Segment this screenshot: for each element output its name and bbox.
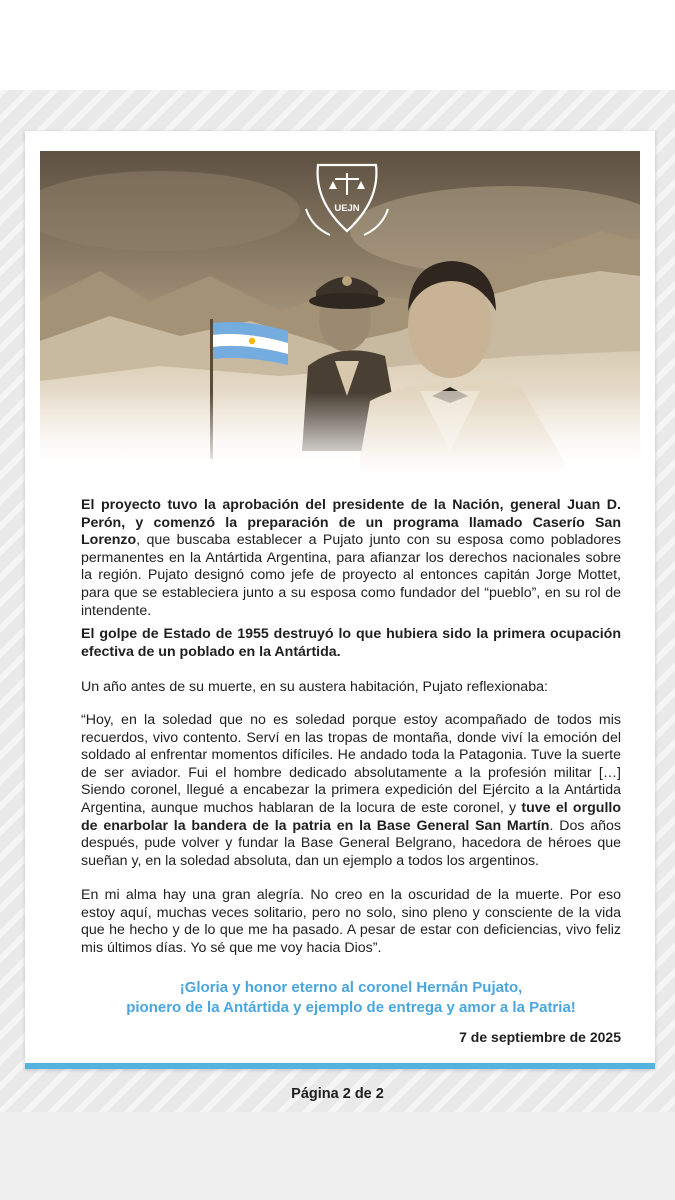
top-band: [0, 0, 675, 90]
document-page: [25, 131, 655, 1069]
document-date: 7 de septiembre de 2025: [459, 1029, 621, 1045]
paragraph-quote-end: En mi alma hay una gran alegría. No creo en la oscuridad de la muerte. Por eso estoy aquí, muchas veces solitario, pero no solo, sino pleno y consciente de la vida que he hecho y de lo que me ha pasado. A pesar de estar con deficiencias, vivo feliz mis últimos días. Yo sé que me voy hacia Dios”.: [81, 887, 621, 956]
page-number: Página 2 de 2: [291, 1086, 384, 1102]
paragraph-quote-tail: . Dos años después, pude volver y fundar la Base General Belgrano, hacedora de héroes que sueñan y, en la soledad absoluta, dan un ejemplo a todos los argentinos.: [81, 817, 621, 869]
bottom-accent-rule: [25, 1063, 655, 1069]
bottom-band: [0, 1112, 675, 1200]
paragraph-reflection-intro: Un año antes de su muerte, en su austera habitación, Pujato reflexionaba:: [81, 679, 548, 695]
paragraph-project: [81, 497, 621, 620]
paragraph-coup-bold: El golpe de Estado de 1955 destruyó lo que hubiera sido la primera ocupación efectiva de un poblado en la Antártida.: [81, 626, 621, 660]
closing-line-1: ¡Gloria y honor eterno al coronel Hernán Pujato,: [179, 979, 523, 996]
paragraph-quote-bold: tuve el orgullo de enarbolar la bandera de la patria en la Base General San Martín: [81, 799, 621, 834]
paragraph-coup: [81, 626, 621, 661]
paragraph-quote: [81, 712, 621, 870]
paragraph-project-rest: , que buscaba establecer a Pujato junto con su esposa como pobladores permanentes en la Antártida Argentina, para afianzar los derechos nacionales sobre la región. Pujato designó como jefe de proyecto al entonces capitán Jorge Mottet, para que se estableciera junto a su esposa como fundador del “pueblo”, en su rol de intendente.: [81, 532, 621, 619]
closing-tribute: [81, 978, 621, 1018]
paragraph-project-bold: El proyecto tuvo la aprobación del presidente de la Nación, general Juan D. Perón, y comenzó la preparación de un programa llamado Caserío San Lorenzo: [81, 497, 621, 549]
closing-line-2: pionero de la Antártida y ejemplo de entrega y amor a la Patria!: [126, 999, 576, 1016]
paragraph-quote-lead: “Hoy, en la soledad que no es soledad porque estoy acompañado de todos mis recuerdos, vivo contento. Serví en las tropas de montaña, donde viví la emoción del soldado al enfrentar momentos difíciles. He andado toda la Patagonia. Tuve la suerte de ser aviador. Fui el hombre dedicado absolutamente a la profesión militar […] Siendo coronel, llegué a encabezar la primera expedición del Ejército a la Antártida Argentina, aunque muchos hablaran de la locura de este coronel, y: [81, 712, 621, 816]
header-illustration: [40, 151, 640, 473]
